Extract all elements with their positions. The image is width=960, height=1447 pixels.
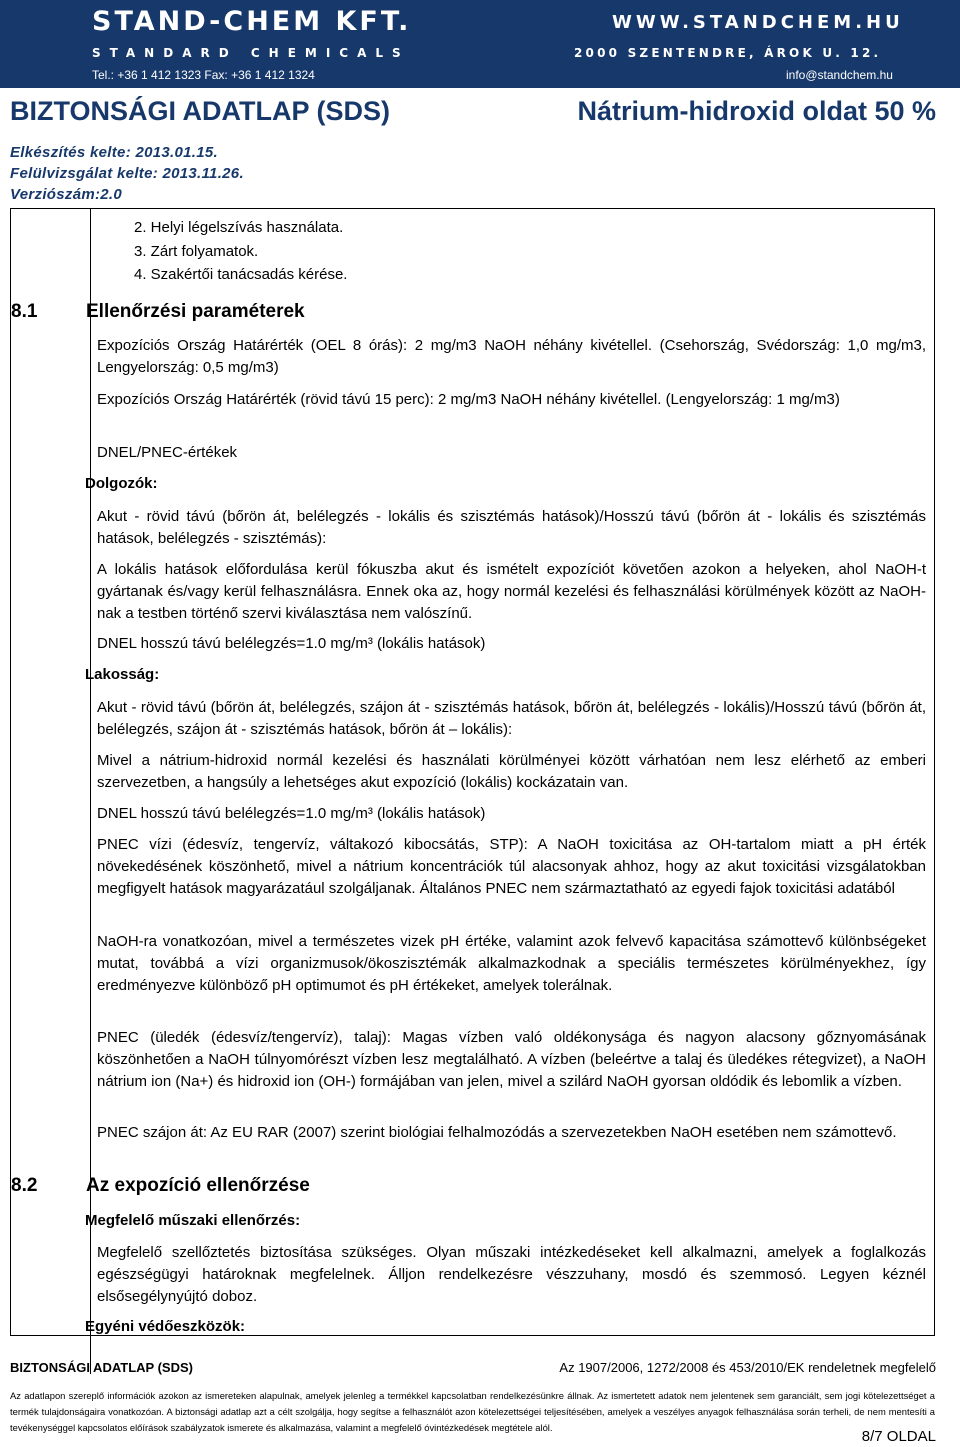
company-logo: STAND-CHEM KFT. bbox=[92, 6, 412, 37]
dnel-pnec-heading: DNEL/PNEC-értékek bbox=[97, 444, 238, 461]
section-number: 8.2 bbox=[11, 1175, 38, 1196]
footer-disclaimer: Az adatlapon szereplő információk azokon az ismereteken alapulnak, amelyek jelenleg a termékkel kapcsolatban rendelkezésünkre állnak. Az ismertetett adatok nem jelentenek sem garanciált, sem jogi kötelezettséget a termék tulajdonságaira vonatkozóan. A biztonsági adatlap azt a célt szolgálja, hogy segítse a felhasználót azon kötelezettségei teljesítésében, amelyek a veszélyes anyagok felhasználása során terheli, de nem mentesíti a tevékenységgel kapcsolatos előírások szabályzatok ismerete és alkalmazása, valamint a megfelelő óvintézkedések megtétele alól. bbox=[10, 1390, 935, 1433]
engineering-controls-label: Megfelelő műszaki ellenőrzés: bbox=[85, 1212, 301, 1229]
public-label: Lakosság: bbox=[85, 666, 160, 683]
revision-date: Felülvizsgálat kelte: 2013.11.26. bbox=[10, 165, 244, 182]
pnec-ph-paragraph: NaOH-ra vonatkozóan, mivel a természetes vizek pH értéke, valamint azok felvevő kapacitása számottevő különbségeket mutat, továbbá a vízi organizmusok/ökoszisztémák alkalmazkodnak a speciális természetes körülményekhez, így eredményezve különböző pH optimumot és pH értékeket, amelyek tolerálnak. bbox=[97, 933, 926, 994]
section-number: 8.1 bbox=[11, 301, 38, 322]
content-box bbox=[10, 208, 935, 1336]
page-number: 8/7 OLDAL bbox=[861, 1428, 936, 1445]
header-banner bbox=[0, 0, 960, 88]
workers-paragraph: Akut - rövid távú (bőrön át, belélegzés - lokális és szisztémás hatások)/Hosszú távú (bőrön át - lokális és szisztémás hatások, belélegzés - szisztémás): bbox=[97, 508, 926, 547]
contact-phone-fax: Tel.: +36 1 412 1323 Fax: +36 1 412 1324 bbox=[92, 68, 315, 82]
company-subtitle: STANDARD CHEMICALS bbox=[92, 46, 410, 60]
creation-date: Elkészítés kelte: 2013.01.15. bbox=[10, 144, 219, 161]
workers-label: Dolgozók: bbox=[85, 475, 158, 492]
pnec-aquatic-paragraph: PNEC vízi (édesvíz, tengervíz, váltakozó kibocsátás, STP): A NaOH toxicitása az OH-tartalom miatt a pH érték növekedésének köszönhető, mivel a nátrium koncentrációk túl alacsonyak ahhoz, hogy az akut toxicitási vizsgálatokban megfigyelt hatások magyarázatául szolgáljanak. Általános PNEC nem származtatható az egyedi fajok toxicitási adatából bbox=[97, 836, 926, 897]
section-title: Ellenőrzési paraméterek bbox=[86, 301, 305, 322]
company-address: 2000 SZENTENDRE, ÁROK U. 12. bbox=[574, 46, 882, 60]
section-title: Az expozíció ellenőrzése bbox=[86, 1175, 310, 1196]
engineering-controls-paragraph: Megfelelő szellőztetés biztosítása szükséges. Olyan műszaki intézkedéseket kell alkalmazni, amelyek a foglalkozás egészségügyi határoknak megfelelnek. Álljon rendelkezésre vészzuhany, mosdó és szemmosó. Legyen kéznél elsősegélynyújtó doboz. bbox=[97, 1244, 926, 1305]
column-divider bbox=[90, 209, 91, 1374]
workers-paragraph: A lokális hatások előfordulása kerül fókuszba akut és ismételt expozíciót követően azokon a helyeken, ahol NaOH-t gyártanak és/vagy kerül felhasználásra. Ennek oka az, hogy normál kezelési és felhasználási körülmények között az NaOH-nak a testben történő szervi kiválasztása nem valószínű. bbox=[97, 561, 926, 622]
product-name: Nátrium-hidroxid oldat 50 % bbox=[577, 96, 936, 126]
footer-regulation: Az 1907/2006, 1272/2008 és 453/2010/EK rendeletnek megfelelő bbox=[559, 1360, 936, 1375]
pnec-oral-paragraph: PNEC szájon át: Az EU RAR (2007) szerint biológiai felhalmozódás a szervezetekben NaOH esetében nem számottevő. bbox=[97, 1124, 897, 1141]
contact-email[interactable]: info@standchem.hu bbox=[786, 68, 893, 82]
public-dnel-value: DNEL hosszú távú belélegzés=1.0 mg/m³ (lokális hatások) bbox=[97, 805, 486, 822]
list-item: 3. Zárt folyamatok. bbox=[134, 243, 259, 260]
list-item: 2. Helyi légelszívás használata. bbox=[134, 219, 344, 236]
footer-title: BIZTONSÁGI ADATLAP (SDS) bbox=[10, 1360, 193, 1375]
list-item: 4. Szakértői tanácsadás kérése. bbox=[134, 266, 348, 283]
version-number: Verziószám:2.0 bbox=[10, 186, 123, 203]
ppe-label: Egyéni védőeszközök: bbox=[85, 1318, 246, 1335]
workers-dnel-value: DNEL hosszú távú belélegzés=1.0 mg/m³ (lokális hatások) bbox=[97, 635, 486, 652]
public-paragraph: Akut - rövid távú (bőrön át, belélegzés, szájon át - szisztémás hatások, bőrön át, belélegzés - lokális)/Hosszú távú (bőrön át, belélegzés, szájon át - szisztémás hatások, bőrön át – lokális): bbox=[97, 699, 926, 738]
public-paragraph: Mivel a nátrium-hidroxid normál kezelési és használati körülményei között várhatóan nem lesz elérhető az emberi szervezetben, a hangsúly a lehetséges akut expozíció (lokális) kockázatain van. bbox=[97, 752, 926, 791]
oel-15min-text: Expozíciós Ország Határérték (rövid távú 15 perc): 2 mg/m3 NaOH néhány kivétellel. (Lengyelország: 1 mg/m3) bbox=[97, 391, 840, 408]
website-link[interactable]: WWW.STANDCHEM.HU bbox=[612, 12, 904, 33]
oel-8h-text: Expozíciós Ország Határérték (OEL 8 órás): 2 mg/m3 NaOH néhány kivétellel. (Csehország, Svédország: 1,0 mg/m3, Lengyelország: 0,5 mg/m3) bbox=[97, 337, 926, 376]
document-title: BIZTONSÁGI ADATLAP (SDS) bbox=[10, 96, 391, 126]
pnec-sediment-paragraph: PNEC (üledék (édesvíz/tengervíz), talaj): Magas vízben való oldékonysága és nagyon alacsony gőznyomásának köszönhetően a NaOH túlnyomórészt vízben lesz megtalálható. A vízben (beleértve a talaj és üledékes rétegvizet), a NaOH nátrium ion (Na+) és hidroxid ion (OH-) formájában van jelen, mivel a szilárd NaOH gyorsan oldódik és lebomlik a vízben. bbox=[97, 1029, 926, 1090]
